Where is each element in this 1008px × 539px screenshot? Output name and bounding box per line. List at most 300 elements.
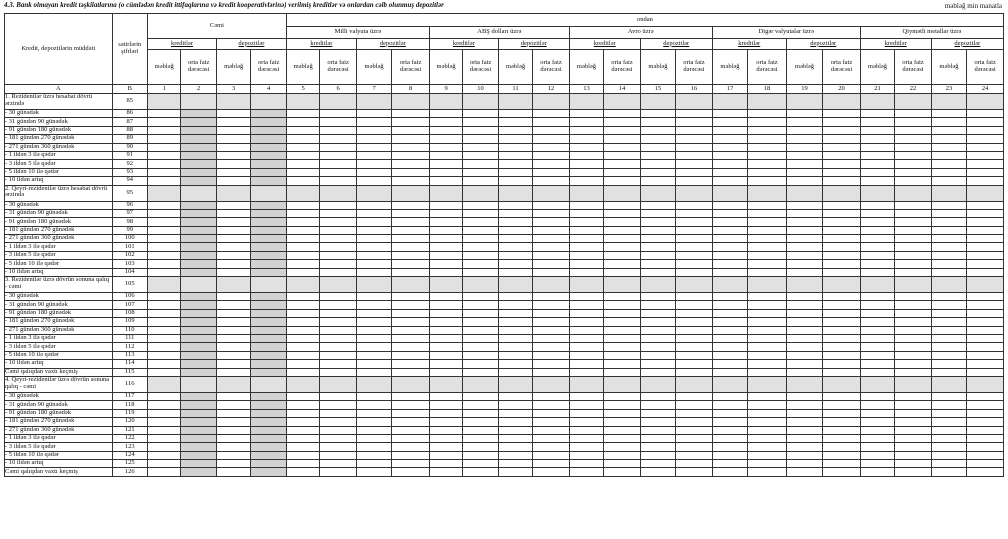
data-cell[interactable]: [895, 260, 932, 268]
data-cell[interactable]: [676, 368, 713, 376]
data-cell[interactable]: [392, 460, 430, 468]
data-cell[interactable]: [967, 451, 1004, 459]
data-cell[interactable]: [604, 185, 641, 201]
data-cell[interactable]: [823, 277, 861, 293]
data-cell[interactable]: [569, 209, 603, 217]
data-cell[interactable]: [712, 468, 747, 476]
data-cell[interactable]: [604, 460, 641, 468]
data-cell[interactable]: [569, 301, 603, 309]
data-cell[interactable]: [286, 451, 319, 459]
data-cell[interactable]: [498, 209, 532, 217]
data-cell[interactable]: [823, 351, 861, 359]
data-cell[interactable]: [823, 301, 861, 309]
data-cell[interactable]: [216, 351, 250, 359]
data-cell[interactable]: [640, 251, 675, 259]
data-cell[interactable]: [967, 268, 1004, 276]
data-cell[interactable]: [786, 218, 823, 226]
data-cell[interactable]: [786, 209, 823, 217]
data-cell[interactable]: [786, 201, 823, 209]
data-cell[interactable]: [429, 251, 462, 259]
data-cell[interactable]: [286, 243, 319, 251]
data-cell[interactable]: [712, 201, 747, 209]
data-cell[interactable]: [569, 94, 603, 110]
data-cell[interactable]: [967, 118, 1004, 126]
data-cell[interactable]: [604, 251, 641, 259]
data-cell[interactable]: [569, 309, 603, 317]
data-cell[interactable]: [498, 201, 532, 209]
data-cell[interactable]: [786, 334, 823, 342]
data-cell[interactable]: [712, 110, 747, 118]
data-cell[interactable]: [860, 360, 894, 368]
data-cell[interactable]: [356, 126, 391, 134]
data-cell[interactable]: [147, 110, 180, 118]
data-cell[interactable]: [356, 326, 391, 334]
data-cell[interactable]: [931, 334, 966, 342]
data-cell[interactable]: [640, 94, 675, 110]
data-cell[interactable]: [786, 376, 823, 392]
data-cell[interactable]: [392, 326, 430, 334]
data-cell[interactable]: [676, 460, 713, 468]
data-cell[interactable]: [498, 351, 532, 359]
data-cell[interactable]: [356, 351, 391, 359]
data-cell[interactable]: [569, 277, 603, 293]
data-cell[interactable]: [967, 209, 1004, 217]
data-cell[interactable]: [931, 277, 966, 293]
data-cell[interactable]: [320, 126, 357, 134]
data-cell[interactable]: [967, 326, 1004, 334]
data-cell[interactable]: [216, 201, 250, 209]
data-cell[interactable]: [216, 426, 250, 434]
data-cell[interactable]: [216, 177, 250, 185]
data-cell[interactable]: [676, 277, 713, 293]
data-cell[interactable]: [429, 318, 462, 326]
data-cell[interactable]: [676, 360, 713, 368]
data-cell[interactable]: [931, 143, 966, 151]
data-cell[interactable]: [895, 451, 932, 459]
data-cell[interactable]: [181, 235, 216, 243]
data-cell[interactable]: [569, 409, 603, 417]
data-cell[interactable]: [967, 334, 1004, 342]
data-cell[interactable]: [320, 460, 357, 468]
data-cell[interactable]: [569, 468, 603, 476]
data-cell[interactable]: [748, 318, 787, 326]
data-cell[interactable]: [786, 177, 823, 185]
data-cell[interactable]: [860, 401, 894, 409]
data-cell[interactable]: [895, 185, 932, 201]
data-cell[interactable]: [286, 226, 319, 234]
data-cell[interactable]: [181, 209, 216, 217]
data-cell[interactable]: [463, 368, 498, 376]
data-cell[interactable]: [181, 243, 216, 251]
data-cell[interactable]: [712, 401, 747, 409]
data-cell[interactable]: [860, 460, 894, 468]
data-cell[interactable]: [147, 177, 180, 185]
data-cell[interactable]: [860, 260, 894, 268]
data-cell[interactable]: [967, 418, 1004, 426]
data-cell[interactable]: [786, 185, 823, 201]
data-cell[interactable]: [463, 218, 498, 226]
data-cell[interactable]: [251, 360, 287, 368]
data-cell[interactable]: [286, 360, 319, 368]
data-cell[interactable]: [676, 218, 713, 226]
data-cell[interactable]: [498, 185, 532, 201]
data-cell[interactable]: [181, 334, 216, 342]
data-cell[interactable]: [604, 160, 641, 168]
data-cell[interactable]: [392, 177, 430, 185]
data-cell[interactable]: [895, 376, 932, 392]
data-cell[interactable]: [498, 293, 532, 301]
data-cell[interactable]: [569, 151, 603, 159]
data-cell[interactable]: [676, 434, 713, 442]
data-cell[interactable]: [569, 326, 603, 334]
data-cell[interactable]: [569, 118, 603, 126]
data-cell[interactable]: [860, 426, 894, 434]
data-cell[interactable]: [786, 235, 823, 243]
data-cell[interactable]: [147, 185, 180, 201]
data-cell[interactable]: [931, 460, 966, 468]
data-cell[interactable]: [181, 218, 216, 226]
data-cell[interactable]: [931, 118, 966, 126]
data-cell[interactable]: [786, 351, 823, 359]
data-cell[interactable]: [356, 443, 391, 451]
data-cell[interactable]: [860, 277, 894, 293]
data-cell[interactable]: [895, 235, 932, 243]
data-cell[interactable]: [463, 201, 498, 209]
data-cell[interactable]: [286, 301, 319, 309]
data-cell[interactable]: [640, 418, 675, 426]
data-cell[interactable]: [533, 401, 570, 409]
data-cell[interactable]: [569, 401, 603, 409]
data-cell[interactable]: [676, 226, 713, 234]
data-cell[interactable]: [640, 118, 675, 126]
data-cell[interactable]: [463, 151, 498, 159]
data-cell[interactable]: [712, 301, 747, 309]
data-cell[interactable]: [967, 360, 1004, 368]
data-cell[interactable]: [429, 443, 462, 451]
data-cell[interactable]: [748, 251, 787, 259]
data-cell[interactable]: [823, 376, 861, 392]
data-cell[interactable]: [712, 185, 747, 201]
data-cell[interactable]: [533, 468, 570, 476]
data-cell[interactable]: [429, 226, 462, 234]
data-cell[interactable]: [823, 309, 861, 317]
data-cell[interactable]: [823, 251, 861, 259]
data-cell[interactable]: [676, 209, 713, 217]
data-cell[interactable]: [967, 401, 1004, 409]
data-cell[interactable]: [931, 301, 966, 309]
data-cell[interactable]: [676, 318, 713, 326]
data-cell[interactable]: [356, 235, 391, 243]
data-cell[interactable]: [967, 368, 1004, 376]
data-cell[interactable]: [569, 177, 603, 185]
data-cell[interactable]: [786, 401, 823, 409]
data-cell[interactable]: [967, 168, 1004, 176]
data-cell[interactable]: [895, 243, 932, 251]
data-cell[interactable]: [569, 392, 603, 400]
data-cell[interactable]: [286, 151, 319, 159]
data-cell[interactable]: [823, 226, 861, 234]
data-cell[interactable]: [569, 260, 603, 268]
data-cell[interactable]: [392, 218, 430, 226]
data-cell[interactable]: [392, 301, 430, 309]
data-cell[interactable]: [640, 243, 675, 251]
data-cell[interactable]: [967, 201, 1004, 209]
data-cell[interactable]: [967, 251, 1004, 259]
data-cell[interactable]: [640, 268, 675, 276]
data-cell[interactable]: [356, 177, 391, 185]
data-cell[interactable]: [712, 277, 747, 293]
data-cell[interactable]: [569, 168, 603, 176]
data-cell[interactable]: [429, 468, 462, 476]
data-cell[interactable]: [181, 135, 216, 143]
data-cell[interactable]: [147, 343, 180, 351]
data-cell[interactable]: [356, 318, 391, 326]
data-cell[interactable]: [216, 260, 250, 268]
data-cell[interactable]: [604, 226, 641, 234]
data-cell[interactable]: [748, 209, 787, 217]
data-cell[interactable]: [640, 360, 675, 368]
data-cell[interactable]: [463, 301, 498, 309]
data-cell[interactable]: [286, 209, 319, 217]
data-cell[interactable]: [712, 177, 747, 185]
data-cell[interactable]: [463, 309, 498, 317]
data-cell[interactable]: [931, 326, 966, 334]
data-cell[interactable]: [748, 268, 787, 276]
data-cell[interactable]: [356, 168, 391, 176]
data-cell[interactable]: [676, 468, 713, 476]
data-cell[interactable]: [356, 401, 391, 409]
data-cell[interactable]: [533, 301, 570, 309]
data-cell[interactable]: [147, 226, 180, 234]
data-cell[interactable]: [748, 126, 787, 134]
data-cell[interactable]: [604, 392, 641, 400]
data-cell[interactable]: [320, 443, 357, 451]
data-cell[interactable]: [463, 226, 498, 234]
data-cell[interactable]: [533, 235, 570, 243]
data-cell[interactable]: [823, 318, 861, 326]
data-cell[interactable]: [931, 235, 966, 243]
data-cell[interactable]: [640, 326, 675, 334]
data-cell[interactable]: [533, 135, 570, 143]
data-cell[interactable]: [604, 326, 641, 334]
data-cell[interactable]: [392, 434, 430, 442]
data-cell[interactable]: [860, 243, 894, 251]
data-cell[interactable]: [895, 392, 932, 400]
data-cell[interactable]: [786, 451, 823, 459]
data-cell[interactable]: [392, 368, 430, 376]
data-cell[interactable]: [676, 326, 713, 334]
data-cell[interactable]: [931, 94, 966, 110]
data-cell[interactable]: [604, 468, 641, 476]
data-cell[interactable]: [392, 151, 430, 159]
data-cell[interactable]: [860, 185, 894, 201]
data-cell[interactable]: [320, 368, 357, 376]
data-cell[interactable]: [498, 235, 532, 243]
data-cell[interactable]: [429, 360, 462, 368]
data-cell[interactable]: [860, 201, 894, 209]
data-cell[interactable]: [251, 343, 287, 351]
data-cell[interactable]: [748, 326, 787, 334]
data-cell[interactable]: [569, 243, 603, 251]
data-cell[interactable]: [181, 126, 216, 134]
data-cell[interactable]: [860, 177, 894, 185]
data-cell[interactable]: [931, 401, 966, 409]
data-cell[interactable]: [251, 334, 287, 342]
data-cell[interactable]: [748, 309, 787, 317]
data-cell[interactable]: [860, 468, 894, 476]
data-cell[interactable]: [931, 343, 966, 351]
data-cell[interactable]: [569, 418, 603, 426]
data-cell[interactable]: [640, 343, 675, 351]
data-cell[interactable]: [181, 368, 216, 376]
data-cell[interactable]: [216, 360, 250, 368]
data-cell[interactable]: [604, 368, 641, 376]
data-cell[interactable]: [286, 201, 319, 209]
data-cell[interactable]: [640, 218, 675, 226]
data-cell[interactable]: [676, 409, 713, 417]
data-cell[interactable]: [429, 376, 462, 392]
data-cell[interactable]: [604, 343, 641, 351]
data-cell[interactable]: [216, 368, 250, 376]
data-cell[interactable]: [320, 277, 357, 293]
data-cell[interactable]: [569, 268, 603, 276]
data-cell[interactable]: [463, 293, 498, 301]
data-cell[interactable]: [748, 160, 787, 168]
data-cell[interactable]: [640, 260, 675, 268]
data-cell[interactable]: [931, 468, 966, 476]
data-cell[interactable]: [676, 243, 713, 251]
data-cell[interactable]: [181, 251, 216, 259]
data-cell[interactable]: [569, 368, 603, 376]
data-cell[interactable]: [320, 168, 357, 176]
data-cell[interactable]: [498, 118, 532, 126]
data-cell[interactable]: [860, 301, 894, 309]
data-cell[interactable]: [786, 293, 823, 301]
data-cell[interactable]: [931, 409, 966, 417]
data-cell[interactable]: [786, 418, 823, 426]
data-cell[interactable]: [533, 443, 570, 451]
data-cell[interactable]: [147, 168, 180, 176]
data-cell[interactable]: [429, 418, 462, 426]
data-cell[interactable]: [181, 309, 216, 317]
data-cell[interactable]: [569, 160, 603, 168]
data-cell[interactable]: [676, 343, 713, 351]
data-cell[interactable]: [931, 434, 966, 442]
data-cell[interactable]: [604, 126, 641, 134]
data-cell[interactable]: [356, 293, 391, 301]
data-cell[interactable]: [712, 368, 747, 376]
data-cell[interactable]: [533, 218, 570, 226]
data-cell[interactable]: [569, 235, 603, 243]
data-cell[interactable]: [392, 376, 430, 392]
data-cell[interactable]: [533, 376, 570, 392]
data-cell[interactable]: [498, 368, 532, 376]
data-cell[interactable]: [498, 251, 532, 259]
data-cell[interactable]: [251, 468, 287, 476]
data-cell[interactable]: [640, 434, 675, 442]
data-cell[interactable]: [676, 235, 713, 243]
data-cell[interactable]: [967, 151, 1004, 159]
data-cell[interactable]: [569, 426, 603, 434]
data-cell[interactable]: [823, 443, 861, 451]
data-cell[interactable]: [712, 268, 747, 276]
data-cell[interactable]: [895, 168, 932, 176]
data-cell[interactable]: [786, 135, 823, 143]
data-cell[interactable]: [498, 426, 532, 434]
data-cell[interactable]: [320, 143, 357, 151]
data-cell[interactable]: [640, 443, 675, 451]
data-cell[interactable]: [533, 177, 570, 185]
data-cell[interactable]: [286, 94, 319, 110]
data-cell[interactable]: [533, 243, 570, 251]
data-cell[interactable]: [392, 426, 430, 434]
data-cell[interactable]: [823, 343, 861, 351]
data-cell[interactable]: [676, 418, 713, 426]
data-cell[interactable]: [463, 143, 498, 151]
data-cell[interactable]: [931, 351, 966, 359]
data-cell[interactable]: [498, 268, 532, 276]
data-cell[interactable]: [676, 260, 713, 268]
data-cell[interactable]: [286, 468, 319, 476]
data-cell[interactable]: [356, 94, 391, 110]
data-cell[interactable]: [569, 126, 603, 134]
data-cell[interactable]: [356, 185, 391, 201]
data-cell[interactable]: [251, 243, 287, 251]
data-cell[interactable]: [181, 160, 216, 168]
data-cell[interactable]: [712, 343, 747, 351]
data-cell[interactable]: [463, 235, 498, 243]
data-cell[interactable]: [181, 168, 216, 176]
data-cell[interactable]: [823, 110, 861, 118]
data-cell[interactable]: [712, 460, 747, 468]
data-cell[interactable]: [356, 118, 391, 126]
data-cell[interactable]: [604, 418, 641, 426]
data-cell[interactable]: [498, 226, 532, 234]
data-cell[interactable]: [392, 392, 430, 400]
data-cell[interactable]: [147, 326, 180, 334]
data-cell[interactable]: [786, 126, 823, 134]
data-cell[interactable]: [533, 451, 570, 459]
data-cell[interactable]: [533, 418, 570, 426]
data-cell[interactable]: [463, 177, 498, 185]
data-cell[interactable]: [748, 135, 787, 143]
data-cell[interactable]: [712, 135, 747, 143]
data-cell[interactable]: [181, 418, 216, 426]
data-cell[interactable]: [251, 118, 287, 126]
data-cell[interactable]: [931, 135, 966, 143]
data-cell[interactable]: [895, 418, 932, 426]
data-cell[interactable]: [533, 343, 570, 351]
data-cell[interactable]: [181, 201, 216, 209]
data-cell[interactable]: [216, 268, 250, 276]
data-cell[interactable]: [895, 143, 932, 151]
data-cell[interactable]: [712, 126, 747, 134]
data-cell[interactable]: [498, 443, 532, 451]
data-cell[interactable]: [533, 110, 570, 118]
data-cell[interactable]: [147, 201, 180, 209]
data-cell[interactable]: [931, 251, 966, 259]
data-cell[interactable]: [392, 443, 430, 451]
data-cell[interactable]: [823, 185, 861, 201]
data-cell[interactable]: [463, 460, 498, 468]
data-cell[interactable]: [967, 185, 1004, 201]
data-cell[interactable]: [640, 143, 675, 151]
data-cell[interactable]: [967, 443, 1004, 451]
data-cell[interactable]: [895, 177, 932, 185]
data-cell[interactable]: [748, 401, 787, 409]
data-cell[interactable]: [786, 268, 823, 276]
data-cell[interactable]: [392, 209, 430, 217]
